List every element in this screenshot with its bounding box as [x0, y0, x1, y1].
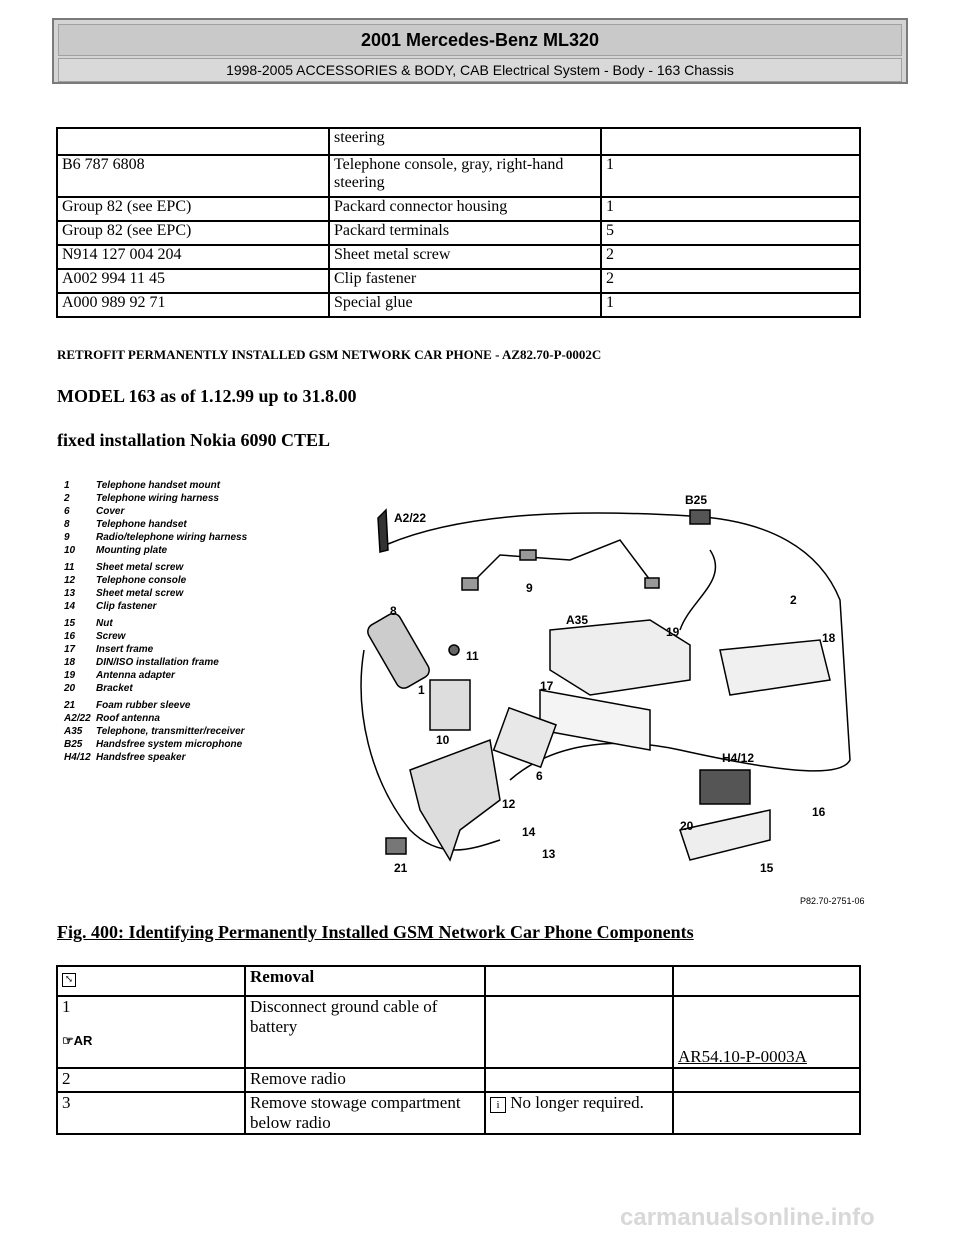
- legend-item: A2/22 Roof antenna: [64, 713, 160, 724]
- ar-link[interactable]: AR54.10-P-0003A: [678, 1047, 807, 1066]
- table-row: A002 994 11 45 Clip fastener 2: [57, 269, 860, 293]
- label-n1: 1: [418, 683, 425, 697]
- legend-item: 6 Cover: [64, 506, 125, 517]
- label-n2: 2: [790, 593, 797, 607]
- speaker-shape: [700, 770, 750, 804]
- label-a222: A2/22: [394, 511, 427, 525]
- label-h412: H4/12: [722, 751, 755, 765]
- table-row: N914 127 004 204 Sheet metal screw 2: [57, 245, 860, 269]
- label-n15: 15: [760, 861, 774, 875]
- legend-item: H4/12 Handsfree speaker: [64, 752, 186, 763]
- label-a35: A35: [566, 613, 589, 627]
- ar-icon[interactable]: ☞AR: [62, 1033, 93, 1048]
- label-n10: 10: [436, 733, 450, 747]
- microphone-shape: [690, 510, 710, 524]
- roof-antenna-shape: [378, 510, 388, 552]
- figure-id: P82.70-2751-06: [800, 896, 865, 906]
- legend-item: 12 Telephone console: [64, 575, 187, 586]
- legend-item: 2 Telephone wiring harness: [64, 493, 219, 504]
- label-n8: 8: [390, 604, 397, 618]
- label-n18: 18: [822, 631, 836, 645]
- figure-caption: Fig. 400: Identifying Permanently Installed GSM Network Car Phone Components: [57, 922, 694, 942]
- removal-header: Removal: [245, 966, 485, 996]
- label-b25: B25: [685, 493, 708, 507]
- legend-item: 16 Screw: [64, 631, 126, 642]
- label-n11: 11: [466, 649, 479, 663]
- legend-item: 19 Antenna adapter: [64, 670, 175, 681]
- legend-item: 18 DIN/ISO installation frame: [64, 657, 219, 668]
- info-icon[interactable]: i: [490, 1097, 506, 1113]
- table-row: 2 Remove radio: [57, 1068, 860, 1092]
- figure-legend: [64, 479, 247, 764]
- legend-item: 14 Clip fastener: [64, 601, 157, 612]
- table-header-row: [57, 966, 860, 996]
- legend-item: 8 Telephone handset: [64, 519, 187, 530]
- table-row: Group 82 (see EPC) Packard terminals 5: [57, 221, 860, 245]
- label-n9: 9: [526, 581, 533, 595]
- foam-sleeve-shape: [386, 838, 406, 854]
- mount-shape: [430, 680, 470, 730]
- legend-item: 20 Bracket: [64, 683, 133, 694]
- label-n13: 13: [542, 847, 556, 861]
- legend-item: 9 Radio/telephone wiring harness: [64, 532, 248, 543]
- bracket-shape: [680, 810, 770, 860]
- legend-item: A35 Telephone, transmitter/receiver: [64, 726, 245, 737]
- table-row: 1 ☞AR Disconnect ground cable of battery AR54.10-P-0003A: [57, 996, 860, 1068]
- component-diagram: [350, 480, 870, 900]
- label-n16: 16: [812, 805, 826, 819]
- table-row: 3 Remove stowage compartment below radio i No longer required.: [57, 1092, 860, 1134]
- label-n20: 20: [680, 819, 694, 833]
- table-row: B6 787 6808 Telephone console, gray, right-hand steering 1: [57, 155, 860, 197]
- label-n21: 21: [394, 861, 408, 875]
- legend-item: 21 Foam rubber sleeve: [64, 700, 191, 711]
- retrofit-heading: RETROFIT PERMANENTLY INSTALLED GSM NETWORK CAR PHONE - AZ82.70-P-0002C: [57, 347, 602, 362]
- legend-item: 13 Sheet metal screw: [64, 588, 184, 599]
- table-row: steering: [57, 128, 860, 155]
- legend-item: 11 Sheet metal screw: [64, 562, 184, 573]
- watermark: carmanualsonline.info: [620, 1204, 875, 1231]
- label-n6: 6: [536, 769, 543, 783]
- page-header: [52, 18, 908, 84]
- cable-path: [680, 550, 716, 630]
- legend-item: 1 Telephone handset mount: [64, 480, 221, 491]
- insert-frame-shape: [540, 690, 650, 750]
- expand-icon[interactable]: ⤡: [62, 973, 76, 987]
- fixed-installation-heading: fixed installation Nokia 6090 CTEL: [57, 430, 331, 450]
- parts-table: [56, 127, 861, 318]
- legend-item: 15 Nut: [64, 618, 113, 629]
- table-row: Group 82 (see EPC) Packard connector housing 1: [57, 197, 860, 221]
- label-n14: 14: [522, 825, 536, 839]
- console-shape: [410, 740, 500, 860]
- page-subtitle: 1998-2005 ACCESSORIES & BODY, CAB Electrical System - Body - 163 Chassis: [58, 58, 902, 82]
- label-n17: 17: [540, 679, 554, 693]
- procedure-table: [56, 965, 861, 1135]
- label-n12: 12: [502, 797, 516, 811]
- handset-shape: [365, 611, 432, 691]
- table-row: A000 989 92 71 Special glue 1: [57, 293, 860, 317]
- label-n19: 19: [666, 625, 680, 639]
- model-heading: MODEL 163 as of 1.12.99 up to 31.8.00: [57, 386, 357, 406]
- legend-item: 10 Mounting plate: [64, 545, 168, 556]
- harness-shape: [470, 540, 650, 585]
- din-frame-shape: [720, 640, 830, 695]
- legend-item: B25 Handsfree system microphone: [64, 739, 243, 750]
- page-title: 2001 Mercedes-Benz ML320: [58, 24, 902, 56]
- legend-item: 17 Insert frame: [64, 644, 154, 655]
